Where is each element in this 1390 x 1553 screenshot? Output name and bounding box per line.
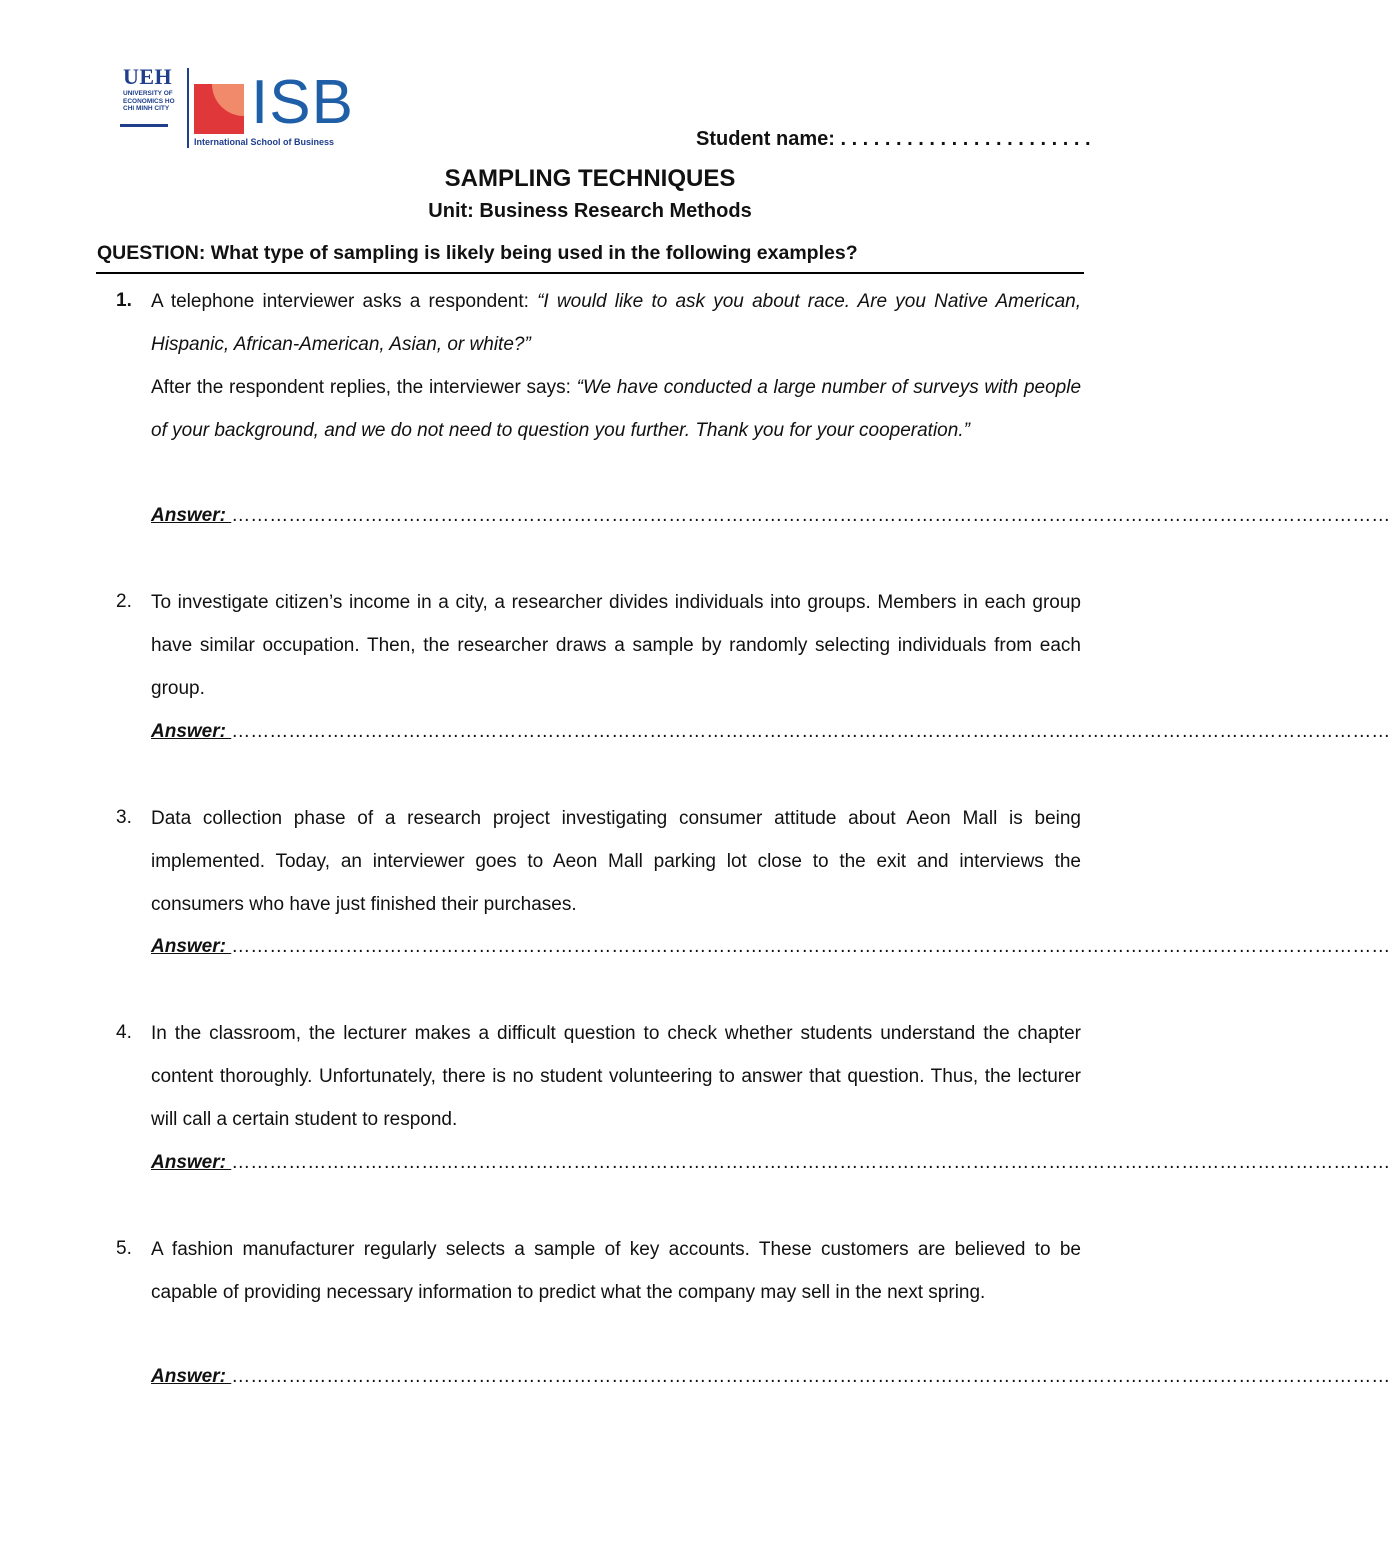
item-1-lead: A telephone interviewer asks a respondent: bbox=[151, 291, 538, 312]
item-4-number: 4. bbox=[116, 1022, 132, 1043]
logo-isb-word: ISB bbox=[251, 68, 354, 137]
item-1-quote-2: “We have conducted a large number of surveys with people of your background, and we do not need to question you further. Thank you for your cooperation.” bbox=[151, 377, 1082, 441]
answer-dots: ………………………………………………………………………………………………………………………………………………………………… bbox=[231, 936, 1390, 957]
logo-divider bbox=[187, 68, 189, 148]
item-2-number: 2. bbox=[116, 591, 132, 612]
answer-dots: ………………………………………………………………………………………………………………………………………………………………… bbox=[231, 1152, 1390, 1173]
item-1-number: 1. bbox=[116, 290, 132, 311]
item-3-number: 3. bbox=[116, 807, 132, 828]
item-1-answer[interactable] bbox=[151, 505, 1390, 527]
page-title: SAMPLING TECHNIQUES bbox=[444, 165, 736, 192]
item-1-text bbox=[151, 280, 1081, 452]
item-5-answer[interactable] bbox=[151, 1366, 1390, 1388]
heading-rule bbox=[96, 272, 1084, 274]
answer-dots: ………………………………………………………………………………………………………………………………………………………………… bbox=[231, 721, 1390, 742]
logo-ueh-word: UEH bbox=[123, 64, 173, 89]
answer-label: Answer: bbox=[151, 1152, 232, 1173]
logo-ueh-underline bbox=[120, 124, 168, 127]
item-2-answer[interactable] bbox=[151, 721, 1390, 743]
item-4-answer[interactable] bbox=[151, 1152, 1390, 1174]
item-5-text: A fashion manufacturer regularly selects a sample of key accounts. These customers are believed to be capable of providing necessary information to predict what the company may sell in the next spring. bbox=[151, 1239, 1081, 1303]
item-1-quote: “I would like to ask you about race. Are you Native American, Hispanic, African-American, Asian, or white?” bbox=[151, 291, 1081, 355]
item-3-text: Data collection phase of a research project investigating consumer attitude about Aeon Mall is being implemented. Today, an interviewer goes to Aeon Mall parking lot close to the exit and interviews the consumers who have just finished their purchases. bbox=[151, 808, 1081, 915]
item-2-text: To investigate citizen’s income in a city, a researcher divides individuals into groups. Members in each group have similar occupation. Then, the researcher draws a sample by randomly selecting individuals from each group. bbox=[151, 592, 1081, 699]
question-heading: QUESTION: What type of sampling is likely being used in the following examples? bbox=[97, 242, 858, 264]
logo-ueh-subtitle: UNIVERSITY OF ECONOMICS HO CHI MINH CITY bbox=[123, 90, 175, 112]
student-name-field: Student name: . . . . . . . . . . . . . . . . . . . . . . . bbox=[696, 128, 1091, 150]
answer-label: Answer: bbox=[151, 1366, 232, 1387]
school-logo bbox=[120, 64, 360, 150]
answer-label: Answer: bbox=[151, 721, 232, 742]
item-3-answer[interactable] bbox=[151, 936, 1390, 958]
page-subtitle: Unit: Business Research Methods bbox=[428, 200, 752, 222]
answer-label: Answer: bbox=[151, 936, 232, 957]
answer-dots: ………………………………………………………………………………………………………………………………………………………………… bbox=[231, 505, 1390, 526]
item-4-text: In the classroom, the lecturer makes a difficult question to check whether students understand the chapter content thoroughly. Unfortunately, there is no student volunteering to answer that question. Thus, the lecturer will call a certain student to respond. bbox=[151, 1023, 1081, 1130]
item-5-number: 5. bbox=[116, 1238, 132, 1259]
item-1-lead-2: After the respondent replies, the interviewer says: bbox=[151, 377, 577, 398]
isb-mark-icon bbox=[194, 84, 244, 134]
answer-label: Answer: bbox=[151, 505, 232, 526]
answer-dots: ………………………………………………………………………………………………………………………………………………………………… bbox=[231, 1366, 1390, 1387]
logo-isb-subtitle: International School of Business bbox=[194, 137, 335, 147]
